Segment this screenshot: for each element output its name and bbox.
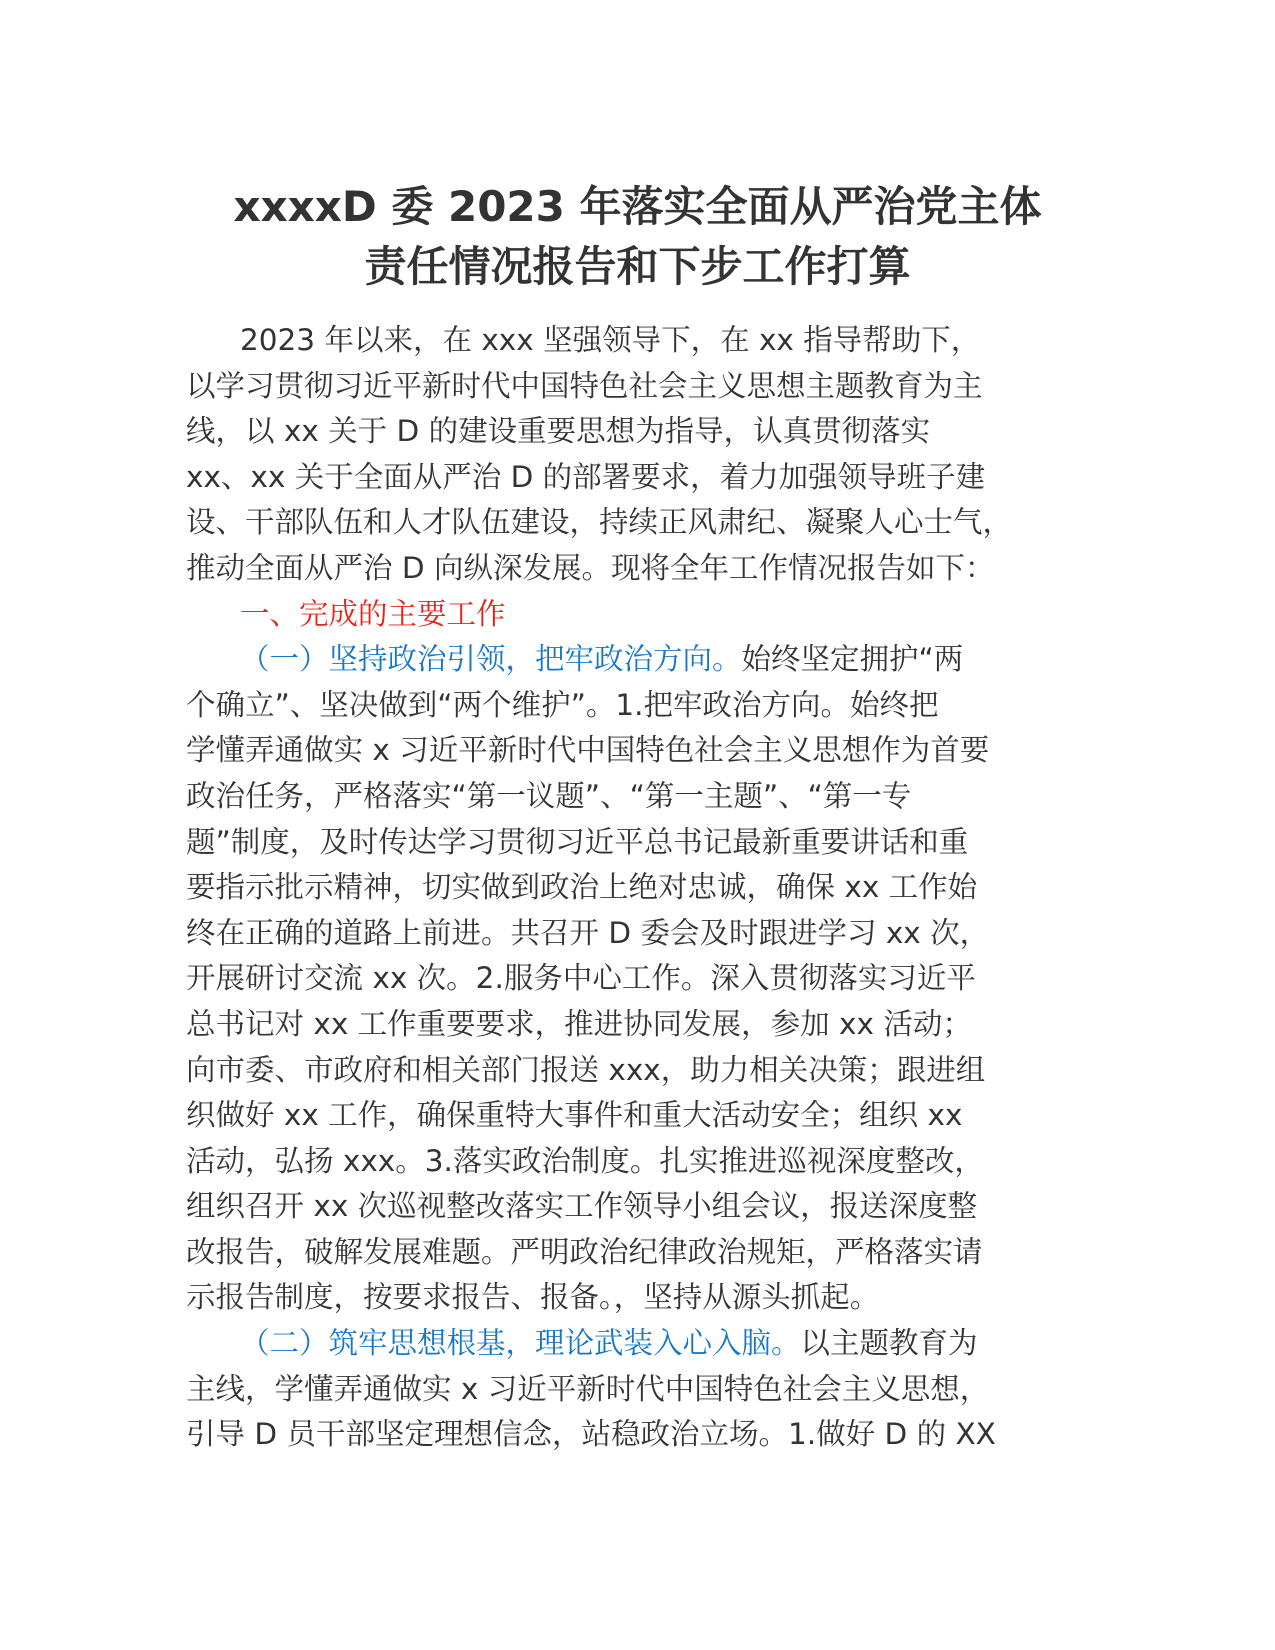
intro-line: 2023 年以来，在 xxx 坚强领导下，在 xx 指导帮助下， bbox=[240, 323, 981, 357]
title-line-1: xxxxD 委 2023 年落实全面从严治党主体 bbox=[233, 182, 1042, 231]
paragraph-line: 总书记对 xx 工作重要要求，推进协同发展，参加 xx 活动； bbox=[186, 1006, 972, 1041]
paragraph-line: 开展研讨交流 xx 次。2.服务中心工作。深入贯彻落实习近平 bbox=[186, 961, 976, 996]
paragraph-line: 题”制度，及时传达学习贯彻习近平总书记最新重要讲话和重 bbox=[186, 824, 969, 859]
intro-line: 推动全面从严治 D 向纵深发展。现将全年工作情况报告如下： bbox=[186, 550, 995, 585]
intro-line: xx、xx 关于全面从严治 D 的部署要求，着力加强领导班子建 bbox=[186, 459, 986, 494]
document-title bbox=[160, 177, 1115, 297]
paragraph-line: 要指示批示精神，切实做到政治上绝对忠诚，确保 xx 工作始 bbox=[186, 870, 978, 905]
section-heading: 一、完成的主要工作 bbox=[240, 596, 506, 631]
paragraph-line: 个确立”、坚决做到“两个维护”。1.把牢政治方向。始终把 bbox=[186, 687, 939, 722]
paragraph-line: 向市委、市政府和相关部门报送 xxx，助力相关决策；跟进组 bbox=[186, 1052, 986, 1087]
intro-line: 以学习贯彻习近平新时代中国特色社会主义思想主题教育为主 bbox=[186, 368, 983, 403]
paragraph-line: 活动，弘扬 xxx。3.落实政治制度。扎实推进巡视深度整改， bbox=[186, 1143, 984, 1178]
paragraph-text: 始终坚定拥护“两 bbox=[741, 642, 964, 677]
subsection-heading: （二）筑牢思想根基，理论武装入心入脑。 bbox=[240, 1326, 801, 1361]
paragraph-line: 组织召开 xx 次巡视整改落实工作领导小组会议，报送深度整 bbox=[186, 1189, 978, 1224]
paragraph-text: 以主题教育为 bbox=[800, 1326, 978, 1361]
paragraph-line: 学懂弄通做实 x 习近平新时代中国特色社会主义思想作为首要 bbox=[186, 733, 990, 768]
subsection-2-first-line bbox=[186, 1321, 1096, 1367]
paragraph-line: 示报告制度，按要求报告、报备。，坚持从源头抓起。 bbox=[186, 1280, 880, 1315]
intro-line: 线，以 xx 关于 D 的建设重要思想为指导，认真贯彻落实 bbox=[186, 414, 931, 449]
paragraph-line: 终在正确的道路上前进。共召开 D 委会及时跟进学习 xx 次， bbox=[186, 915, 990, 950]
paragraph-line: 引导 D 员干部坚定理想信念，站稳政治立场。1.做好 D 的 XX bbox=[186, 1417, 996, 1452]
document-body bbox=[186, 318, 1096, 1458]
title-line-2: 责任情况报告和下步工作打算 bbox=[364, 242, 911, 291]
intro-line: 设、干部队伍和人才队伍建设，持续正风肃纪、凝聚人心士气， bbox=[186, 505, 1013, 540]
paragraph-line: 主线，学懂弄通做实 x 习近平新时代中国特色社会主义思想， bbox=[186, 1371, 990, 1406]
paragraph-line: 改报告，破解发展难题。严明政治纪律政治规矩，严格落实请 bbox=[186, 1234, 983, 1269]
subsection-heading: （一）坚持政治引领，把牢政治方向。 bbox=[240, 642, 742, 677]
subsection-1-first-line bbox=[186, 637, 1096, 683]
paragraph-line: 织做好 xx 工作，确保重特大事件和重大活动安全；组织 xx bbox=[186, 1098, 963, 1133]
paragraph-line: 政治任务，严格落实“第一议题”、“第一主题”、“第一专 bbox=[186, 778, 912, 813]
